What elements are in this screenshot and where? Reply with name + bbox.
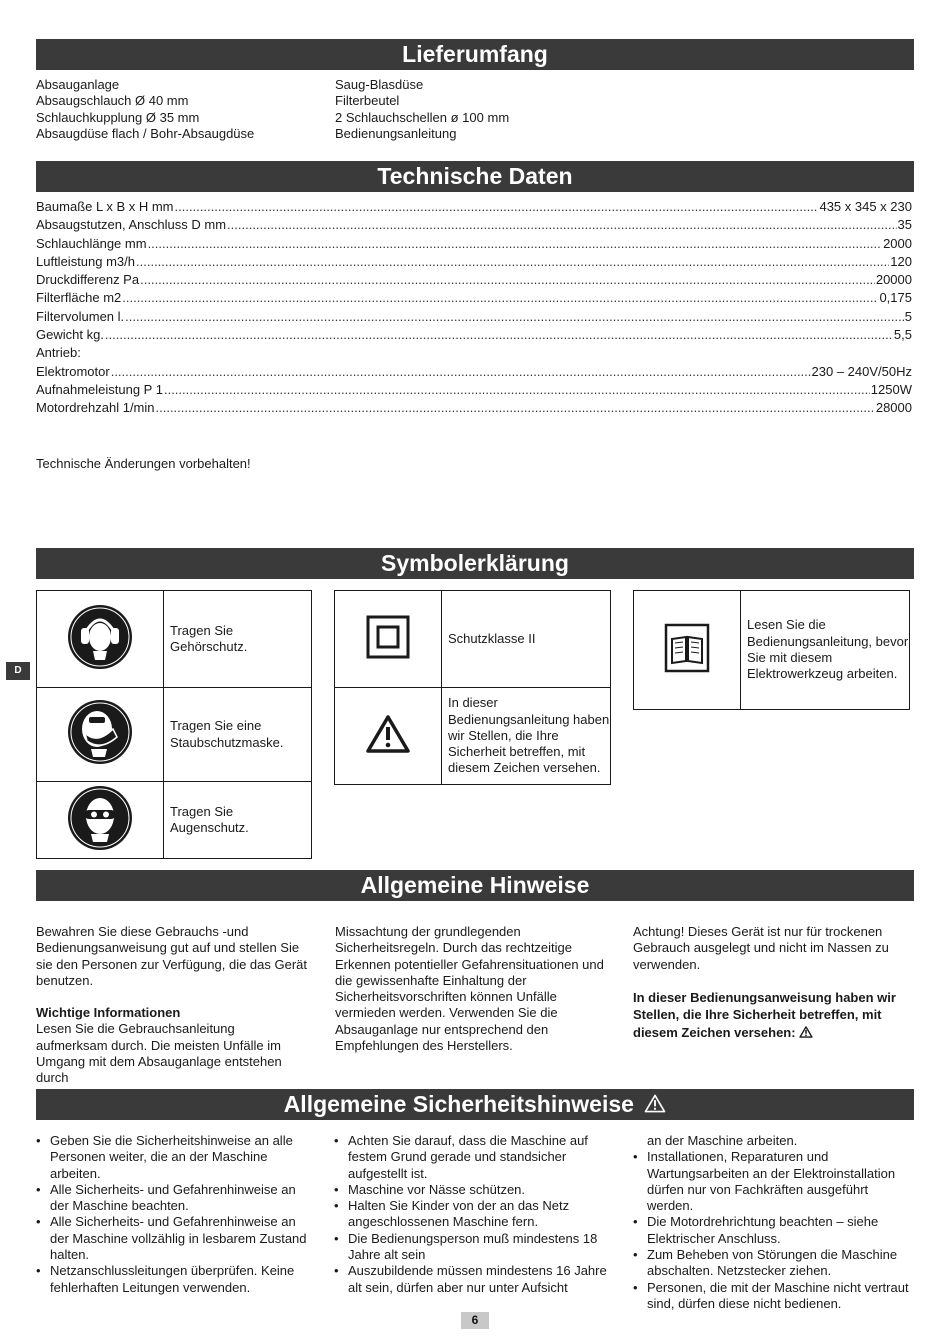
symbol-icon-cell [37,688,164,782]
spec-label: Absaugstutzen, Anschluss D mm [36,217,227,233]
dust-mask-icon [67,699,133,765]
spec-label: Elektromotor [36,363,110,379]
spec-label: Druckdifferenz Pa [36,272,140,288]
ear-protection-icon [67,604,133,670]
spec-row [36,253,912,271]
list-item: • Installationen, Reparaturen und Wartungsarbeiten an der Elektroinstallation dürfen nur von Fachkräften ausgeführt werden. [633,1149,915,1214]
spec-label: Schlauchlänge mm [36,235,147,251]
technical-changes-note: Technische Änderungen vorbehalten! [36,456,251,471]
safety-list-column-2 [334,1133,618,1296]
symbol-description: Tragen Sie Gehörschutz. [164,591,312,688]
page-number: 6 [461,1312,489,1329]
list-item: Absaugdüse flach / Bohr-Absaugdüse [36,125,255,141]
list-item: Absauganlage [36,77,120,92]
symbol-description: Lesen Sie die Bedienungsanleitung, bevor Sie mit diesem Elektrowerkzeug arbeiten. [741,591,910,710]
list-item: Bedienungsanleitung [335,125,457,141]
list-item: • Achten Sie darauf, dass die Maschine auf festem Grund gerade und standsicher aufgestellt ist. [334,1133,618,1182]
warning-triangle-icon [365,714,411,754]
symbol-icon-cell [37,591,164,688]
list-item: • Personen, die mit der Maschine nicht vertraut sind, dürfen diese nicht bedienen. [633,1280,915,1313]
spec-row [36,271,912,289]
spec-leader [122,289,878,307]
section-title-sicherheitshinweise [36,1089,914,1120]
list-item: Filterbeutel [335,93,400,109]
language-tab: D [6,662,30,680]
symbol-icon-cell [335,591,442,688]
spec-table [36,198,912,418]
spec-label: Filterfläche m2 [36,290,122,306]
list-item: • Netzanschlussleitungen überprüfen. Keine fehlerhaften Leitungen verwenden. [36,1263,308,1296]
spec-leader [227,216,897,234]
section-title-text: Allgemeine Sicherheitshinweise [283,1091,634,1117]
spec-value: 120 [890,253,912,269]
spec-row [36,399,912,417]
spec-row [36,326,912,344]
symbol-table-ppe [36,590,312,859]
spec-row [36,363,912,381]
hinweise-column-1 [36,924,308,1087]
protection-class-ii-icon [366,615,410,659]
list-item: • Die Motordrehrichtung beachten – siehe Elektrischer Anschluss. [633,1214,915,1247]
spec-leader [164,381,870,399]
spec-value: 0,175 [879,290,912,306]
spec-leader [140,271,875,289]
section-title-allgemeine-hinweise: Allgemeine Hinweise [36,870,914,901]
list-item-continuation: an der Maschine arbeiten. [647,1133,798,1148]
spec-value: 5 [904,308,912,324]
list-item: • Alle Sicherheits- und Gefahrenhinweise an der Maschine vollzählig in lesbarem Zustand halten. [36,1214,308,1263]
spec-leader [156,399,875,417]
lieferumfang-left-list [36,77,254,142]
list-item: • Zum Beheben von Störungen die Maschine abschalten. Netzstecker ziehen. [633,1247,915,1280]
spec-row [36,289,912,307]
symbol-description: Tragen Sie eine Staubschutzmaske. [164,688,312,782]
spec-leader [125,308,904,326]
section-title-technische-daten: Technische Daten [36,161,914,192]
lieferumfang-right-list [335,77,509,142]
list-item: • Geben Sie die Sicherheitshinweise an alle Personen weiter, die an der Maschine arbeiten. [36,1133,308,1182]
safety-sign-notice-text: In dieser Bedienungsanweisung haben wir Stellen, die Ihre Sicherheit betreffen, mit diesem Zeichen versehen: [633,989,896,1040]
section-title-symbolerklaerung: Symbolerklärung [36,548,914,579]
spec-label: Luftleistung m3/h [36,253,136,269]
list-item: • Alle Sicherheits- und Gefahrenhinweise an der Maschine beachten. [36,1182,308,1215]
list-item: • Maschine vor Nässe schützen. [334,1182,618,1198]
spec-label: Motordrehzahl 1/min [36,400,155,416]
spec-row [36,308,912,326]
subheading-wichtige-informationen: Wichtige Informationen [36,1005,181,1021]
spec-leader [175,198,819,216]
safety-sign-notice [633,989,913,1042]
spec-value: 35 [897,217,912,233]
symbol-description: Tragen Sie Augenschutz. [164,782,312,859]
hinweise-column-3 [633,924,913,1041]
section-title-lieferumfang: Lieferumfang [36,39,914,70]
spec-value: 5,5 [893,327,912,343]
warning-triangle-icon [644,1094,666,1113]
spec-row [36,198,912,216]
list-item: Saug-Blasdüse [335,77,424,92]
symbol-icon-cell [634,591,741,710]
spec-row [36,235,912,253]
spec-value: 2000 [883,235,912,251]
symbol-icon-cell [335,688,442,785]
eye-protection-icon [67,785,133,851]
spec-row [36,216,912,234]
paragraph: Bewahren Sie diese Gebrauchs -und Bedienungsanweisung gut auf und stellen Sie sie den Personen zur Verfügung, die das Gerät benutzen. [36,924,308,988]
spec-leader [136,253,889,271]
paragraph: Lesen Sie die Gebrauchsanleitung aufmerksam durch. Die meisten Unfälle im Umgang mit dem Absauganlage entstehen durch [36,1021,282,1086]
symbol-table-manual [633,590,910,710]
spec-row [36,381,912,399]
spec-leader [105,326,893,344]
list-item: • Auszubildende müssen mindestens 16 Jahre alt sein, dürfen aber nur unter Aufsicht [334,1263,618,1296]
safety-list-column-1 [36,1133,308,1296]
spec-label: Antrieb: [36,345,81,361]
spec-value: 230 – 240V/50Hz [811,363,912,379]
symbol-description: In dieser Bedienungsanleitung haben wir Stellen, die Ihre Sicherheit betreffen, mit diesem Zeichen versehen. [442,688,611,785]
symbol-table-safety [334,590,611,785]
symbol-icon-cell [37,782,164,859]
list-item: Schlauchkupplung Ø 35 mm [36,109,200,125]
list-item: Absaugschlauch Ø 40 mm [36,93,189,109]
spec-leader [111,363,811,381]
manual-book-icon [664,623,710,673]
spec-value: 1250W [870,381,912,397]
list-item: 2 Schlauchschellen ø 100 mm [335,109,510,125]
symbol-description: Schutzklasse II [442,591,611,688]
hinweise-column-2 [335,924,607,1054]
spec-label: Baumaße L x B x H mm [36,199,174,214]
spec-row [36,344,912,362]
spec-value: 28000 [875,400,912,416]
spec-label: Gewicht kg. [36,327,104,343]
spec-value: 435 x 345 x 230 [819,199,912,214]
spec-label: Aufnahmeleistung P 1 [36,381,163,397]
paragraph: Achtung! Dieses Gerät ist nur für trockenen Gebrauch ausgelegt und nicht im Nassen zu verwenden. [633,924,889,972]
list-item: • Halten Sie Kinder von der an das Netz angeschlossenen Maschine fern. [334,1198,618,1231]
spec-label: Filtervolumen l. [36,308,125,324]
safety-list-column-3 [633,1133,915,1312]
spec-value: 20000 [875,272,912,288]
warning-triangle-icon [799,1026,813,1038]
list-item: • Die Bedienungsperson muß mindestens 18 Jahre alt sein [334,1231,618,1264]
paragraph: Missachtung der grundlegenden Sicherheitsregeln. Durch das rechtzeitige Erkennen potentieller Gefahrensituationen und die gewissenhafte Einhaltung der Sicherheitsvorschriften können Unfälle vermieden werden. Verwenden Sie die Absauganlage nur entsprechend den Empfehlungen des Herstellers. [335,924,604,1054]
spec-leader [148,235,883,253]
